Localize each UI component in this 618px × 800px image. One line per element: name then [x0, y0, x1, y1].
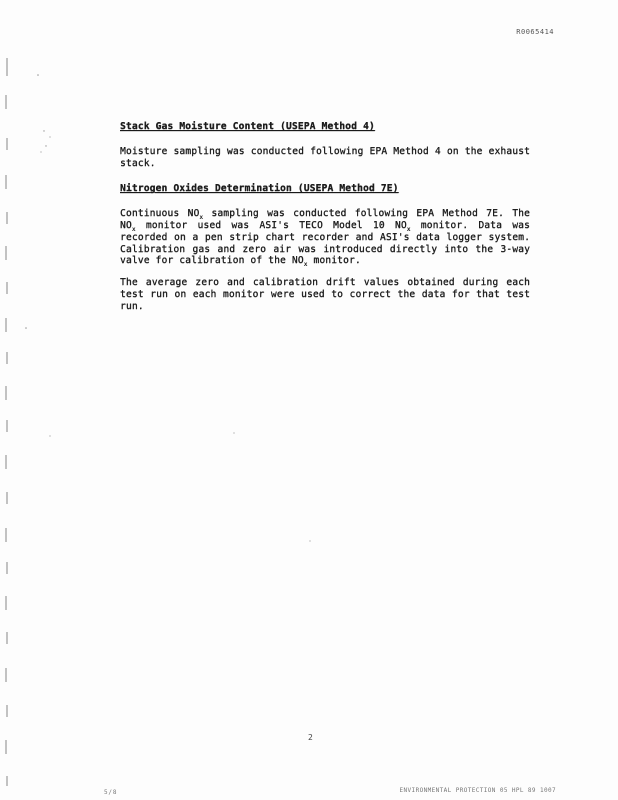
section-heading-nox: Nitrogen Oxides Determination (USEPA Method 7E)	[120, 183, 399, 195]
binding-hole-marks	[0, 0, 40, 800]
document-id: R0065414	[516, 28, 554, 36]
paragraph-nox-sampling: Continuous $NO_x$ sampling was conducted following EPA Method 7E. The $NO_x$ monitor used was ASI's TECO Model 10 $NO_x$ monitor. Data was recorded on a pen strip chart recorder and ASI's data logger system. Calibration gas and zero air was introduced directly into the 3-way valve for calibration of the $NO_x$ monitor.	[120, 208, 530, 269]
paragraph-drift-correction: The average zero and calibration drift values obtained during each test run on each monitor were used to correct the data for that test run.	[120, 277, 530, 312]
footer-left-text: 5/8	[104, 789, 118, 796]
paragraph-moisture: Moisture sampling was conducted following EPA Method 4 on the exhaust stack.	[120, 145, 530, 169]
section-heading-moisture: Stack Gas Moisture Content (USEPA Method 4)	[120, 121, 375, 132]
document-body	[120, 121, 530, 325]
footer-right-text: ENVIRONMENTAL PROTECTION 05 HPL 89 1007	[399, 787, 556, 794]
page-number: 2	[308, 733, 313, 742]
